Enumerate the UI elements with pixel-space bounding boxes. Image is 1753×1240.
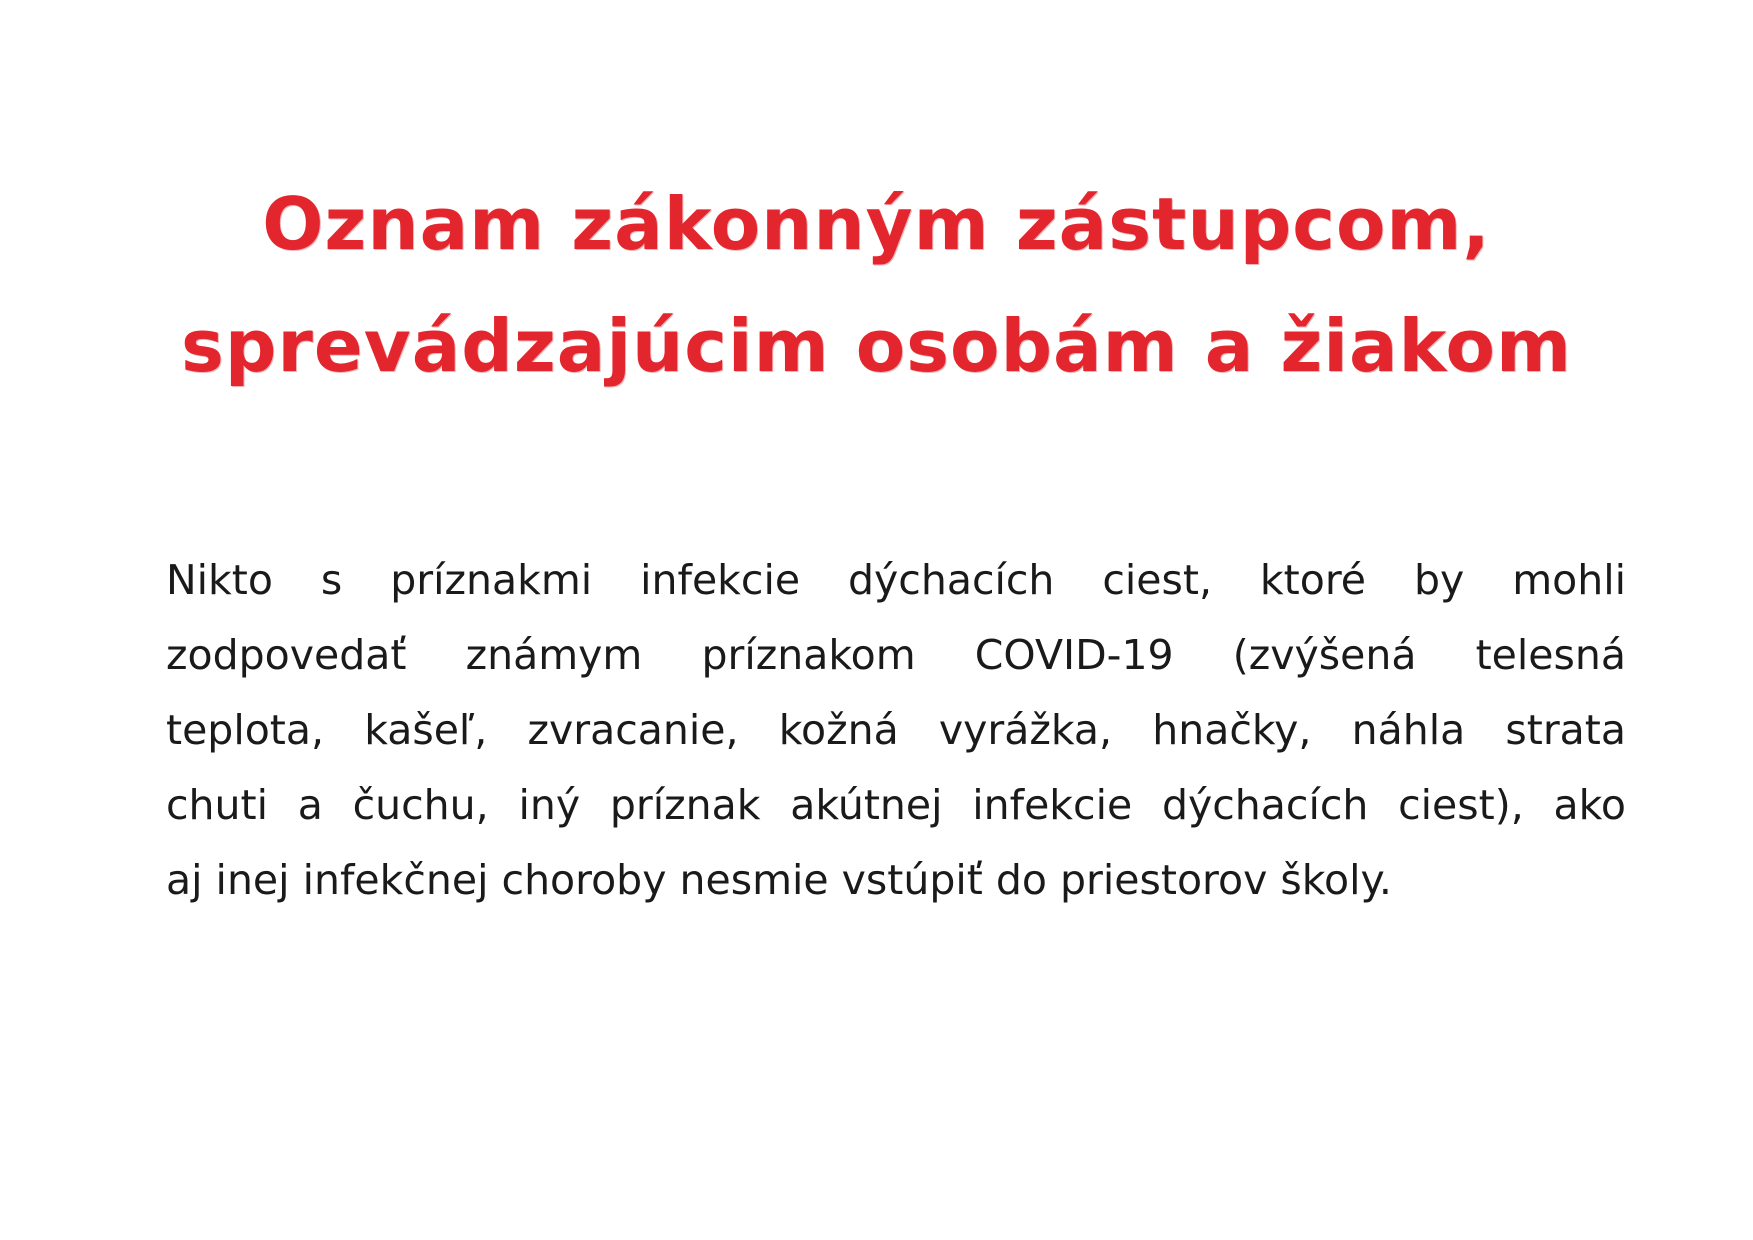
- notice-body-line-4: chuti a čuchu, iný príznak akútnej infekcie dýchacích ciest), ako: [166, 781, 1626, 829]
- notice-body-line-3: teplota, kašeľ, zvracanie, kožná vyrážka, hnačky, náhla strata: [166, 706, 1626, 754]
- notice-title-line-1: Oznam zákonným zástupcom,: [262, 182, 1491, 266]
- notice-title-line-2: sprevádzajúcim osobám a žiakom: [181, 304, 1572, 388]
- notice-body-line-2: zodpovedať známym príznakom COVID-19 (zvýšená telesná: [166, 631, 1626, 679]
- notice-body-line-5: aj inej infekčnej choroby nesmie vstúpiť do priestorov školy.: [166, 856, 1392, 904]
- notice-body-line-1: Nikto s príznakmi infekcie dýchacích ciest, ktoré by mohli: [166, 556, 1626, 604]
